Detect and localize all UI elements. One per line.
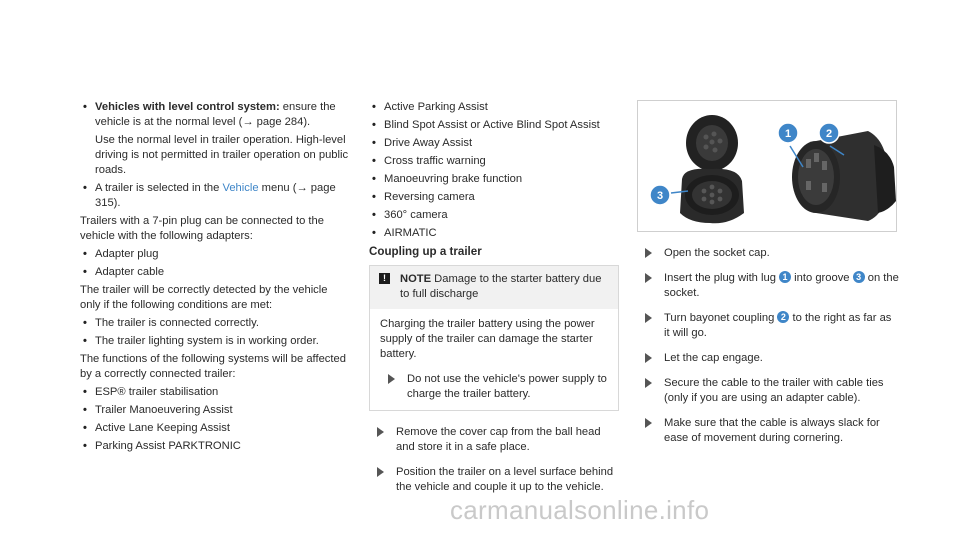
list-item-system: • Cross traffic warning: [369, 154, 619, 169]
note-body: [370, 309, 618, 410]
vehicle-menu-link[interactable]: Vehicle: [222, 182, 259, 194]
trailer-selected-post: menu (→ page 315).: [95, 182, 336, 209]
step-text: Secure the cable to the trailer with cable ties (only if you are using an adapter cable).: [664, 377, 884, 404]
step-open-cap: [637, 246, 899, 261]
list-item-adapter: • Adapter plug: [80, 247, 350, 262]
arrow-icon: [377, 467, 384, 477]
socket-illustration: [638, 101, 896, 231]
list-item-system: • AIRMATIC: [369, 226, 619, 241]
note-text: Charging the trailer battery using the power supply of the trailer can damage the starter battery.: [380, 318, 595, 360]
step-secure-cable: [637, 376, 899, 406]
callout-1: [778, 123, 798, 143]
note-step: [380, 372, 608, 402]
note-label: NOTE: [400, 273, 432, 285]
list-item-system: • Parking Assist PARKTRONIC: [80, 439, 350, 454]
arrow-icon: [645, 353, 652, 363]
note-header: [370, 266, 618, 309]
list-item-system: • Manoeuvring brake function: [369, 172, 619, 187]
arrow-icon: [645, 378, 652, 388]
arrow-icon: [645, 248, 652, 258]
bullet-trailer-selected: [80, 181, 350, 211]
step-text: Make sure that the cable is always slack for ease of movement during cornering.: [664, 417, 880, 444]
callout-badge: 1: [779, 271, 791, 283]
list-item-system: • Reversing camera: [369, 190, 619, 205]
level-control-text: ensure the vehicle is at the normal level (→ page 284).: [95, 101, 336, 128]
list-item-adapter: • Adapter cable: [80, 265, 350, 280]
trailer-selected-pre: A trailer is selected in the: [95, 182, 223, 194]
arrow-icon: [645, 273, 652, 283]
note-title: Damage to the starter battery due to full discharge: [400, 273, 602, 300]
level-control-bold: Vehicles with level control system:: [95, 101, 280, 113]
step-turn-coupling: [637, 311, 899, 341]
level-control-note: Use the normal level in trailer operation. High-level driving is not permitted in trailer operation on public roads.: [95, 134, 349, 176]
coupling-heading: Coupling up a trailer: [369, 245, 482, 258]
step-insert-plug: [637, 271, 899, 301]
svg-text:1: 1: [784, 128, 792, 140]
systems-intro: The functions of the following systems will be affected by a correctly connected trailer:: [80, 353, 346, 380]
step-cap-engage: [637, 351, 899, 366]
list-item-system: • ESP® trailer stabilisation: [80, 385, 350, 400]
column-1: [80, 100, 350, 457]
step-text: into groove: [791, 272, 853, 284]
svg-text:2: 2: [825, 128, 833, 140]
list-item-system: • Blind Spot Assist or Active Blind Spot Assist: [369, 118, 619, 133]
step-text: Let the cap engage.: [664, 352, 763, 364]
callout-3: [650, 185, 670, 205]
step-text: to the right as far as it will go.: [664, 312, 892, 339]
watermark: carmanualsonline.info: [450, 495, 710, 525]
note-box: [369, 265, 619, 411]
step-text: Turn bayonet coupling: [664, 312, 778, 324]
step-text: on the socket.: [664, 272, 899, 299]
list-item-condition: • The trailer is connected correctly.: [80, 316, 350, 331]
list-item-condition: • The trailer lighting system is in working order.: [80, 334, 350, 349]
arrow-icon: [645, 418, 652, 428]
adapters-intro: Trailers with a 7-pin plug can be connected to the vehicle with the following adapters:: [80, 215, 324, 242]
step-text: Remove the cover cap from the ball head and store it in a safe place.: [396, 426, 601, 453]
list-item-system: • Drive Away Assist: [369, 136, 619, 151]
column-2: [369, 100, 619, 505]
callout-badge: 3: [853, 271, 865, 283]
callout-badge: 2: [777, 311, 789, 323]
conditions-intro: The trailer will be correctly detected by the vehicle only if the following conditions are met:: [80, 284, 328, 311]
arrow-icon: [377, 427, 384, 437]
step-cable-slack: [637, 416, 899, 446]
list-item-system: • Active Lane Keeping Assist: [80, 421, 350, 436]
svg-text:3: 3: [656, 190, 664, 202]
list-item-system: • 360° camera: [369, 208, 619, 223]
step-text: Position the trailer on a level surface behind the vehicle and couple it up to the vehicle.: [396, 466, 614, 493]
step-position-trailer: [369, 465, 619, 495]
list-item-system: • Trailer Manoeuvering Assist: [80, 403, 350, 418]
step-remove-cap: [369, 425, 619, 455]
note-step-text: Do not use the vehicle's power supply to charge the trailer battery.: [407, 373, 607, 400]
trailer-socket-photo: [637, 100, 897, 232]
step-text: Insert the plug with lug: [664, 272, 780, 284]
warning-icon: !: [379, 273, 390, 284]
callout-2: [819, 123, 839, 143]
arrow-icon: [645, 313, 652, 323]
bullet-level-control: [80, 100, 350, 130]
step-text: Open the socket cap.: [664, 247, 770, 259]
column-3: [637, 100, 899, 456]
list-item-system: • Active Parking Assist: [369, 100, 619, 115]
arrow-icon: [388, 374, 395, 384]
